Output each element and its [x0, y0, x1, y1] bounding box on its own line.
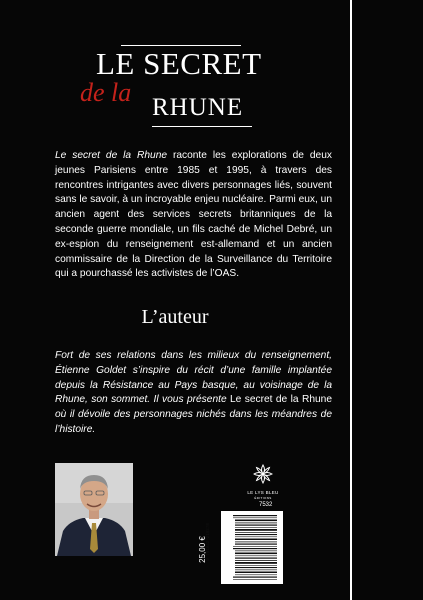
title-main: LE SECRET [96, 46, 262, 81]
synopsis-text: raconte les explorations de deux jeunes Parisiens entre 1985 et 1995, à travers des rencontres intrigantes avec divers personnages liés, souvent sans le savoir, à un incroyable enjeu nucléaire. Parmi eux, un ancien agent des services secrets britanniques de la seconde guerre mondiale, un fils caché de Michel Debré, un ex-espion du renseignement est-allemand et un ancien commissaire de la Direction de la Surveillance du Territoire qui a pourchassé les activistes de l’OAS. [55, 150, 332, 280]
bio-part-2: où il dévoile des personnages nichés dans les méandres de l’histoire. [55, 409, 332, 435]
spine-edge-line [350, 0, 352, 600]
author-bio [55, 349, 332, 438]
synopsis-paragraph [55, 149, 332, 282]
barcode-bars-icon [221, 511, 283, 584]
title-sub: de la [80, 78, 132, 107]
publisher-name: LE LYS BLEU [247, 490, 279, 495]
catalog-code: 7532 [259, 502, 273, 508]
author-portrait-icon [55, 463, 133, 556]
author-photo [55, 463, 133, 556]
title-bottom-rule [152, 126, 252, 127]
bio-part-1: Fort de ses relations dans les milieux du renseignement, Étienne Goldet s’inspire du récit d’une famille implantée depuis la Résistance au Pays basque, au voisinage de la Rhune, son sommet. Il vous présente [55, 350, 332, 406]
bio-book-title: Le secret de la Rhune [230, 394, 332, 406]
price-label: 25,00 € [197, 536, 207, 563]
isbn-number: 9 791042 219278 [206, 523, 211, 561]
publisher-logo [243, 463, 283, 500]
author-heading: L’auteur [141, 306, 209, 328]
synopsis-title: Le secret de la Rhune [55, 150, 168, 161]
publisher-sub: ÉDITIONS [254, 496, 272, 500]
barcode [221, 511, 283, 584]
lily-flower-icon [252, 463, 274, 485]
title-rhune: RHUNE [152, 94, 244, 121]
